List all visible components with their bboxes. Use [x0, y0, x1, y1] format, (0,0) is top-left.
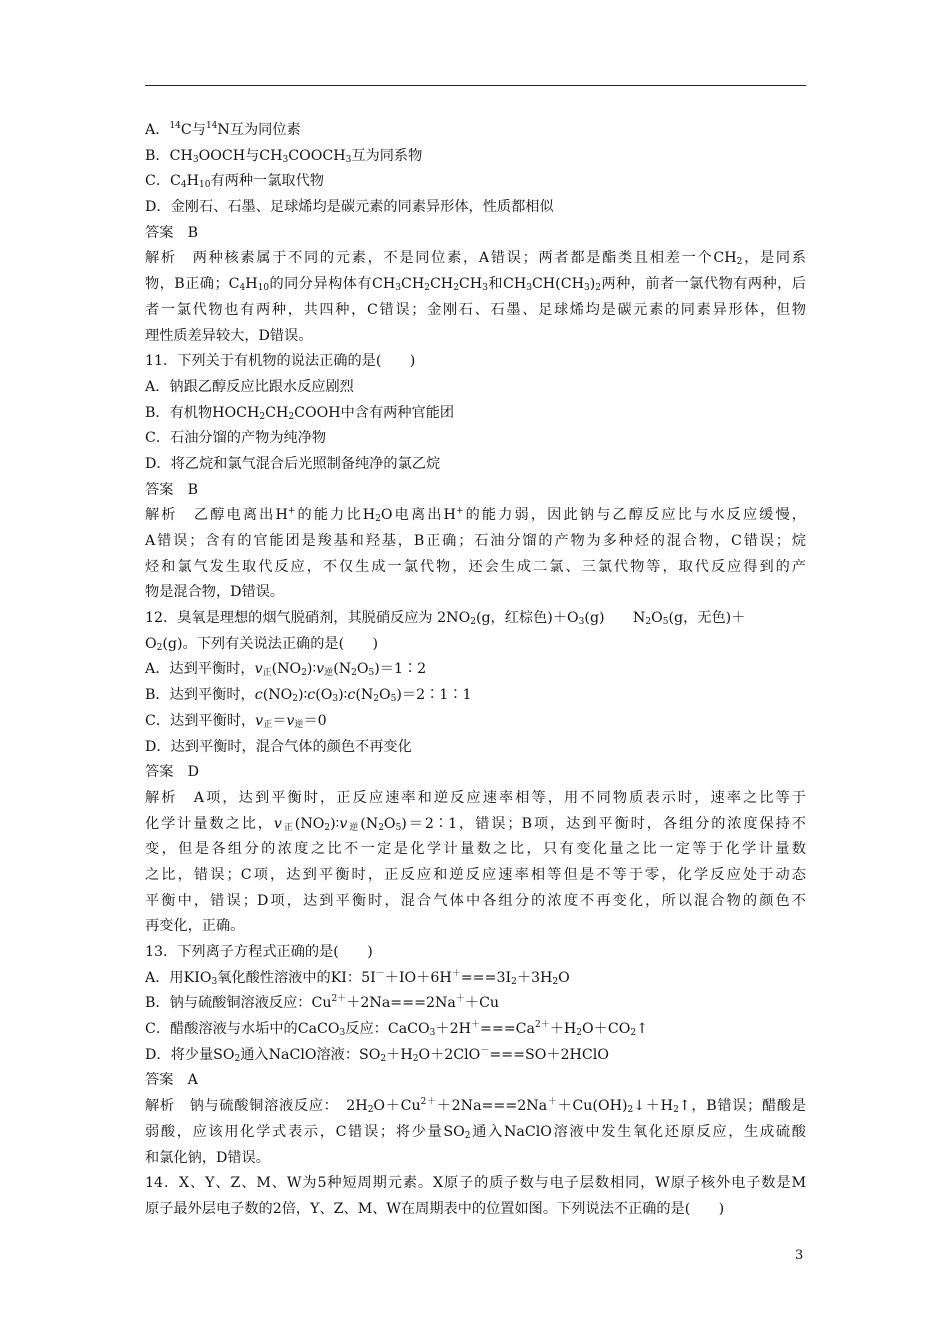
q12-option-a: A．达到平衡时，$v_正(NO_2)∶v_逆(N_2O_5)=1∶2$: [145, 661, 427, 679]
q12-stem: 12．臭氧是理想的烟气脱硝剂，其脱硝反应为 $2NO_2(g$，红棕色)$+O_3(g)$ $N_2O_5(g$，无色)＋: [145, 610, 746, 628]
q11-explanation-line: 解析 乙醇电离出H+的能力比$H_2O$电离出H+的能力弱，因此钠与乙醇反应比与水反应缓慢，: [145, 506, 806, 525]
q11-option-d: D．将乙烷和氯气混合后光照制备纯净的氯乙烷: [145, 455, 441, 472]
q13-option-c: C．醋酸溶液与水垢中的CaCO$_3$反应：$CaCO_3+2H^+===Ca^{2+}+H_2O+CO_2↑$: [145, 1020, 648, 1039]
q13-explanation-line: 和氯化钠，D错误。: [145, 1149, 270, 1166]
q12-explanation-line: 再变化，正确。: [145, 918, 245, 935]
q11-answer: 答案 B: [145, 481, 198, 498]
q12-explanation-line: 之比，错误；C项，达到平衡时，正反应和逆反应速率相等但是不等于零，化学反应处于动态: [145, 866, 806, 883]
q12-explanation-line: 变，但是各组分的浓度之比不一定是化学计量数之比，只有变化量之比一定等于化学计量数: [145, 841, 806, 858]
q13-option-b: B．钠与硫酸铜溶液反应：$Cu^{2+}+2Na===2Na^++Cu$: [145, 994, 500, 1012]
page-number: 3: [795, 1248, 804, 1263]
q11-stem: 11．下列关于有机物的说法正确的是( ): [145, 353, 416, 370]
q13-option-d: D．将少量$SO_2$通入NaClO溶液：$SO_2+H_2O+2ClO^-===SO+2HClO$: [145, 1045, 609, 1064]
q10-answer: 答案 B: [145, 224, 198, 241]
q10-option-d: D．金刚石、石墨、足球烯均是碳元素的同素异形体，性质都相似: [145, 199, 554, 216]
q10-option-b: B．$CH_3OOCH$与$CH_3COOCH_3$互为同系物: [145, 147, 423, 165]
q12-stem: $O_2(g)$。下列有关说法正确的是( ): [145, 635, 379, 653]
q11-option-c: C．石油分馏的产物为纯净物: [145, 430, 327, 447]
q11-option-b: B．有机物$HOCH_2CH_2COOH$中含有两种官能团: [145, 404, 455, 422]
q12-option-b: B．达到平衡时，$c(NO_2)∶c(O_3)∶c(N_2O_5)=2∶1∶1$: [145, 687, 472, 705]
q12-option-c: C．达到平衡时，$v_正=v_逆=0$: [145, 712, 327, 730]
header-rule: [145, 85, 806, 86]
q10-explanation-line: 者一氯代物也有两种，共四种，C错误；金刚石、石墨、足球烯均是碳元素的同素异形体，但物: [145, 301, 806, 318]
q12-explanation-line: 平衡中，错误；D项，达到平衡时，混合气体中各组分的浓度不再变化，所以混合物的颜色不: [145, 892, 806, 909]
q10-explanation-line: 解析 两种核素属于不同的元素，不是同位素，A错误；两者都是酯类且相差一个$CH_2$，是同系: [145, 250, 806, 268]
q11-option-a: A．钠跟乙醇反应比跟水反应剧烈: [145, 378, 354, 395]
q13-explanation-line: 解析 钠与硫酸铜溶液反应： $2H_2O+Cu^{2+}+2Na===2Na^++Cu(OH)_2↓+H_2↑$，B错误；醋酸是: [145, 1097, 806, 1116]
q12-answer: 答案 D: [145, 764, 199, 781]
page-content: [145, 118, 806, 1223]
q10-explanation-line: 理性质差异较大，D错误。: [145, 327, 313, 344]
q13-stem: 13．下列离子方程式正确的是( ): [145, 944, 373, 960]
q13-answer: 答案 A: [145, 1072, 198, 1089]
q12-explanation-line: 化学计量数之比，$v_正(NO_2)∶v_逆(N_2O_5)=2∶1$，错误；B项，达到平衡时，各组分的浓度保持不: [145, 815, 806, 833]
q10-option-a: A．$^{14}$C与$^{14}$N互为同位素: [145, 121, 301, 138]
q11-explanation-line: 烃和氯气发生取代反应，不仅生成一氯代物，还会生成二氯、三氯代物等，取代反应得到的产: [145, 558, 806, 575]
q10-option-c: C．$C_4H_{10}$有两种一氯取代物: [145, 173, 324, 191]
q10-explanation-line: 物，B正确；$C_4H_{10}$的同分异构体有$CH_3CH_2CH_2CH_3$和$CH_3CH(CH_3)_2$两种，前者一氯代物有两种，后: [145, 276, 806, 294]
q14-stem: 14．X、Y、Z、M、W为5种短周期元素。X原子的质子数与电子层数相同，W原子核外电子数是M: [145, 1175, 806, 1192]
q13-explanation-line: 弱酸，应该用化学式表示，C错误；将少量$SO_2$通入NaClO溶液中发生氧化还原反应，生成硫酸: [145, 1123, 806, 1141]
q11-explanation-line: A错误；含有的官能团是羧基和羟基，B正确；石油分馏的产物为多种烃的混合物，C错误；烷: [145, 533, 806, 549]
q14-stem: 原子最外层电子数的2倍，Y、Z、M、W在周期表中的位置如图。下列说法不正确的是( ): [145, 1200, 725, 1217]
q12-option-d: D．达到平衡时，混合气体的颜色不再变化: [145, 738, 412, 755]
q13-option-a: A．用$KIO_3$氧化酸性溶液中的KI：$5I^-+IO+6H^+===3I_2+3H_2O$: [145, 968, 570, 987]
q12-explanation-line: 解析 A项，达到平衡时，正反应速率和逆反应速率相等，用不同物质表示时，速率之比等于: [145, 789, 806, 806]
q11-explanation-line: 物是混合物，D错误。: [145, 584, 285, 601]
